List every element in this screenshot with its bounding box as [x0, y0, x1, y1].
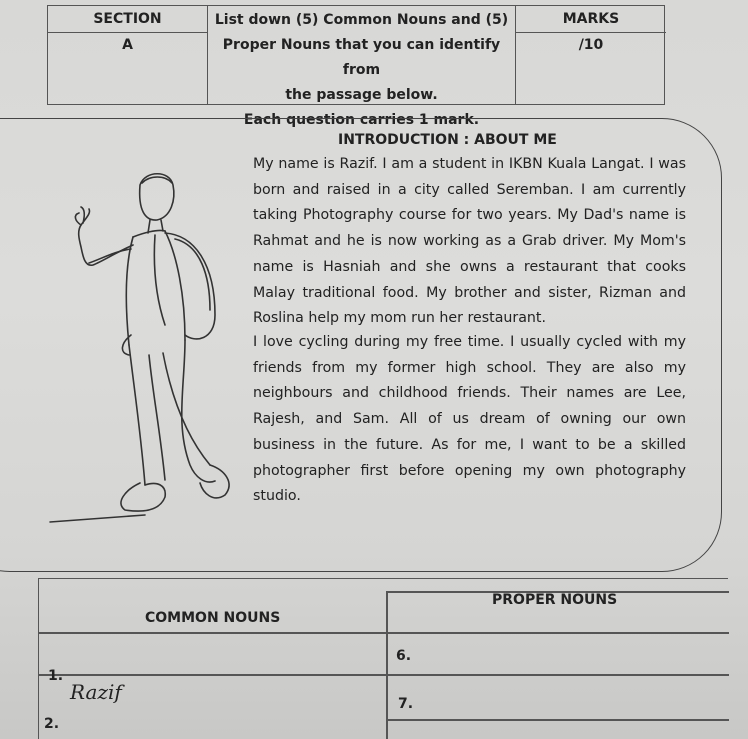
section-header-table: [47, 5, 665, 128]
instruction-column: [208, 6, 516, 128]
instruction-line: the passage below.: [285, 87, 438, 103]
instruction-line: Proper Nouns that you can identify from: [222, 37, 501, 78]
marks-label: MARKS: [516, 6, 666, 33]
table-rule: [386, 719, 729, 721]
instruction-line: List down (5) Common Nouns and (5): [214, 12, 509, 28]
intro-paragraph-1: My name is Razif. I am a student in IKBN Kuala Langat. I was born and raised in a city called Seremban. I am currently taking Photography course for two years. My Dad's name is Rahmat and he is now working as a Grab driver. My Mom's name is Hasniah and she owns a restaurant that cooks Malay traditional food. My brother and sister, Rizman and Roslina help my mom run her restaurant.: [253, 156, 686, 327]
marks-column: [516, 6, 666, 104]
intro-paragraph-2: I love cycling during my free time. I usually cycled with my friends from my former high school. They are also my neighbours and childhood friends. Their names are Lee, Rajesh, and Sam. All of us dream of owning our own business in the future. As for me, I want to be a skilled photographer first before opening my own photography studio.: [253, 334, 686, 505]
section-label: SECTION: [48, 6, 207, 33]
instructions: [208, 8, 515, 133]
intro-title: INTRODUCTION : ABOUT ME: [338, 132, 557, 148]
table-rule: [39, 674, 729, 676]
table-rule: [39, 632, 729, 634]
answer-number-2: 2.: [44, 716, 60, 732]
handwritten-answer-1: Razif: [70, 680, 122, 704]
answer-number-7: 7.: [398, 696, 414, 712]
section-column: [48, 6, 208, 104]
marks-value: /10: [578, 37, 604, 53]
answer-table: [38, 578, 728, 739]
proper-nouns-header: PROPER NOUNS: [492, 592, 618, 608]
student-illustration: [45, 165, 260, 530]
instruction-line: Each question carries 1 mark.: [243, 112, 480, 128]
common-nouns-header: COMMON NOUNS: [145, 610, 281, 626]
section-value: A: [122, 37, 133, 53]
answer-number-6: 6.: [396, 648, 412, 664]
answer-number-1: 1.: [48, 668, 64, 684]
table-column-divider: [386, 591, 388, 739]
